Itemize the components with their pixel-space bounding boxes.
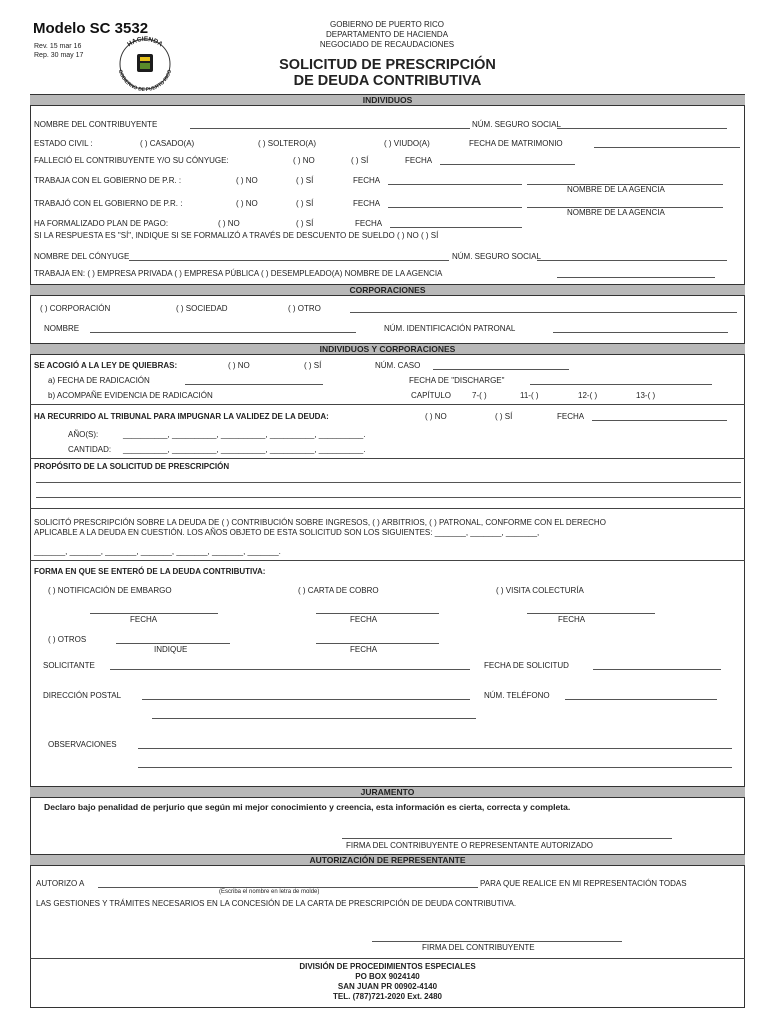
num-caso-label: NÚM. CASO — [375, 361, 421, 370]
nombre-contribuyente-label: NOMBRE DEL CONTRIBUYENTE — [34, 120, 158, 129]
escriba-hint: (Escriba el nombre en letra de molde) — [219, 889, 320, 895]
capitulo-label: CAPÍTULO — [411, 391, 452, 400]
fecha-solicitud-label: FECHA DE SOLICITUD — [484, 661, 569, 670]
telefono-label: NÚM. TELÉFONO — [484, 691, 550, 700]
svg-text:GOBIERNO DE PUERTO RICO: GOBIERNO DE PUERTO RICO — [116, 69, 174, 91]
fallecio-fecha-label: FECHA — [405, 156, 433, 165]
firma-juramento-label: FIRMA DEL CONTRIBUYENTE O REPRESENTANTE AUTORIZADO — [346, 841, 593, 850]
proposito-label: PROPÓSITO DE LA SOLICITUD DE PRESCRIPCIÓN — [34, 462, 230, 471]
divider — [30, 560, 745, 561]
tribunal-si-checkbox[interactable]: ( ) SÍ — [495, 412, 513, 421]
juramento-text: Declaro bajo penalidad de perjurio que según mi mejor conocimiento y creencia, esta información es cierta, correcta y completa. — [44, 802, 571, 812]
nombre-conyuge-field[interactable] — [129, 260, 449, 261]
direccion-field-2[interactable] — [152, 718, 476, 719]
division-name: DIVISIÓN DE PROCEDIMIENTOS ESPECIALES — [299, 962, 476, 971]
trabaja-en-agencia-field[interactable] — [557, 277, 715, 278]
government-name: GOBIERNO DE PUERTO RICO — [330, 20, 444, 29]
ssn-conyuge-field[interactable] — [537, 260, 727, 261]
corporacion-checkbox[interactable]: ( ) CORPORACIÓN — [40, 304, 111, 313]
estado-civil-label: ESTADO CIVIL : — [34, 139, 93, 148]
quiebras-no-checkbox[interactable]: ( ) NO — [228, 361, 250, 370]
otros-checkbox[interactable]: ( ) OTROS — [48, 635, 87, 644]
firma-contribuyente-label: FIRMA DEL CONTRIBUYENTE — [422, 943, 535, 952]
sociedad-checkbox[interactable]: ( ) SOCIEDAD — [176, 304, 228, 313]
notificacion-fecha-label: FECHA — [130, 615, 158, 624]
anos-label: AÑO(S): — [68, 430, 99, 439]
nombre-conyuge-label: NOMBRE DEL CÓNYUGE — [34, 252, 130, 261]
office-name: NEGOCIADO DE RECAUDACIONES — [319, 40, 455, 49]
svg-text:HACIENDA: HACIENDA — [126, 35, 164, 49]
divider — [30, 508, 745, 509]
tribunal-no-checkbox[interactable]: ( ) NO — [425, 412, 447, 421]
gestiones-text: LAS GESTIONES Y TRÁMITES NECESARIOS EN LA CONCESIÓN DE LA CARTA DE PRESCRIPCIÓN DE DEUDA CONTRIBUTIVA. — [36, 899, 517, 908]
visita-colecturia-checkbox[interactable]: ( ) VISITA COLECTURÍA — [496, 586, 584, 595]
trabajo-gobierno-label: TRABAJÓ CON EL GOBIERNO DE P.R. : — [34, 199, 183, 208]
plan-fecha-field[interactable] — [390, 227, 522, 228]
carta-cobro-checkbox[interactable]: ( ) CARTA DE COBRO — [298, 586, 379, 595]
direccion-label: DIRECCIÓN POSTAL — [43, 691, 122, 700]
revision-date: Rev. 15 mar 16 — [34, 43, 82, 50]
telephone: TEL. (787)721-2020 Ext. 2480 — [333, 992, 442, 1001]
quiebras-label: SE ACOGIÓ A LA LEY DE QUIEBRAS: — [34, 361, 178, 370]
fecha-matrimonio-field[interactable] — [594, 147, 740, 148]
carta-fecha-label: FECHA — [350, 615, 378, 624]
autorizo-label: AUTORIZO A — [36, 879, 85, 888]
anos-solicitud-fields[interactable]: _______, _______, _______, _______, _______, _______, _______. — [34, 547, 281, 556]
solicito-text-2: APLICABLE A LA DEUDA EN CUESTIÓN. LOS AÑOS OBJETO DE ESTA SOLICITUD SON LOS SIGUIENTES: _______, _______, _______, — [34, 528, 540, 537]
otro-field[interactable] — [350, 312, 737, 313]
tribunal-fecha-field[interactable] — [592, 420, 727, 421]
section-autorizacion: AUTORIZACIÓN DE REPRESENTANTE — [30, 854, 745, 866]
proposito-line-2[interactable] — [36, 497, 741, 498]
ssn-label: NÚM. SEGURO SOCIAL — [472, 120, 561, 129]
direccion-field-1[interactable] — [142, 699, 470, 700]
divider — [30, 958, 745, 959]
fecha-solicitud-field[interactable] — [593, 669, 721, 670]
plan-si-checkbox[interactable]: ( ) SÍ — [296, 219, 314, 228]
observaciones-line-1[interactable] — [138, 748, 732, 749]
otros-field[interactable] — [116, 643, 230, 644]
carta-fecha-field[interactable] — [316, 613, 439, 614]
notificacion-fecha-field[interactable] — [90, 613, 218, 614]
para-que-label: PARA QUE REALICE EN MI REPRESENTACIÓN TODAS — [480, 879, 687, 888]
trabaja-fecha-field[interactable] — [388, 184, 522, 185]
section-individuos: INDIVIDUOS — [30, 94, 745, 106]
notificacion-embargo-checkbox[interactable]: ( ) NOTIFICACIÓN DE EMBARGO — [48, 586, 172, 595]
cantidad-label: CANTIDAD: — [68, 445, 112, 454]
fecha-radicacion-field[interactable] — [185, 384, 323, 385]
trabaja-agencia-label: NOMBRE DE LA AGENCIA — [567, 185, 665, 194]
trabajo-no-checkbox[interactable]: ( ) NO — [236, 199, 258, 208]
department-name: DEPARTAMENTO DE HACIENDA — [325, 30, 449, 39]
id-patronal-field[interactable] — [553, 332, 728, 333]
descuento-sueldo-question: SI LA RESPUESTA ES "SÍ", INDIQUE SI SE FORMALIZÓ A TRAVÉS DE DESCUENTO DE SUELDO ( ) NO ( ) SÍ — [34, 231, 439, 240]
proposito-line-1[interactable] — [36, 482, 741, 483]
solicitante-label: SOLICITANTE — [43, 661, 95, 670]
otros-fecha-label: FECHA — [350, 645, 378, 654]
cap11-checkbox[interactable]: 11-( ) — [520, 391, 539, 400]
viudo-checkbox[interactable]: ( ) VIUDO(A) — [384, 139, 430, 148]
num-caso-field[interactable] — [433, 369, 569, 370]
solicito-text-1: SOLICITÓ PRESCRIPCIÓN SOBRE LA DEUDA DE ( ) CONTRIBUCIÓN SOBRE INGRESOS, ( ) ARBITRIOS, ( ) PATRONAL, CONFORME CON EL DERECHO — [34, 518, 606, 527]
trabaja-no-checkbox[interactable]: ( ) NO — [236, 176, 258, 185]
trabajo-si-checkbox[interactable]: ( ) SÍ — [296, 199, 314, 208]
divider — [30, 404, 745, 405]
form-id: Modelo SC 3532 — [33, 20, 149, 37]
plan-no-checkbox[interactable]: ( ) NO — [218, 219, 240, 228]
plan-fecha-label: FECHA — [355, 219, 383, 228]
city-zip: SAN JUAN PR 00902-4140 — [337, 982, 438, 991]
form-title-line2: DE DEUDA CONTRIBUTIVA — [293, 73, 482, 89]
anos-fields[interactable]: __________, __________, __________, __________, __________. — [123, 430, 366, 439]
cap13-checkbox[interactable]: 13-( ) — [636, 391, 656, 400]
fecha-discharge-field[interactable] — [530, 384, 712, 385]
corp-nombre-label: NOMBRE — [44, 324, 80, 333]
solicitante-field[interactable] — [110, 669, 470, 670]
fallecio-label: FALLECIÓ EL CONTRIBUYENTE Y/O SU CÓNYUGE: — [34, 156, 229, 165]
trabajo-agencia-label: NOMBRE DE LA AGENCIA — [567, 208, 665, 217]
ssn-field[interactable] — [557, 128, 727, 129]
otro-checkbox[interactable]: ( ) OTRO — [288, 304, 321, 313]
quiebras-si-checkbox[interactable]: ( ) SÍ — [304, 361, 322, 370]
indique-label: INDIQUE — [154, 645, 188, 654]
telefono-field[interactable] — [565, 699, 717, 700]
forma-label: FORMA EN QUE SE ENTERÓ DE LA DEUDA CONTRIBUTIVA: — [34, 567, 266, 576]
po-box: PO BOX 9024140 — [355, 972, 420, 981]
corp-nombre-field[interactable] — [90, 332, 356, 333]
tribunal-label: HA RECURRIDO AL TRIBUNAL PARA IMPUGNAR LA VALIDEZ DE LA DEUDA: — [34, 412, 329, 421]
otros-fecha-field[interactable] — [316, 643, 439, 644]
plan-pago-label: HA FORMALIZADO PLAN DE PAGO: — [34, 219, 169, 228]
hacienda-seal-icon — [108, 33, 182, 91]
evidencia-label: b) ACOMPAÑE EVIDENCIA DE RADICACIÓN — [48, 391, 213, 400]
id-patronal-label: NÚM. IDENTIFICACIÓN PATRONAL — [384, 324, 516, 333]
trabajo-fecha-field[interactable] — [388, 207, 522, 208]
nombre-contribuyente-field[interactable] — [190, 128, 470, 129]
firma-contribuyente-field[interactable] — [372, 941, 622, 942]
trabaja-si-checkbox[interactable]: ( ) SÍ — [296, 176, 314, 185]
form-title-line1: SOLICITUD DE PRESCRIPCIÓN — [279, 57, 496, 73]
casado-checkbox[interactable]: ( ) CASADO(A) — [140, 139, 195, 148]
cap12-checkbox[interactable]: 12-( ) — [578, 391, 598, 400]
fallecio-fecha-field[interactable] — [440, 164, 575, 165]
cap7-checkbox[interactable]: 7-( ) — [472, 391, 487, 400]
trabaja-gobierno-label: TRABAJA CON EL GOBIERNO DE P.R. : — [34, 176, 182, 185]
fallecio-si-checkbox[interactable]: ( ) SÍ — [351, 156, 369, 165]
section-juramento: JURAMENTO — [30, 786, 745, 798]
observaciones-label: OBSERVACIONES — [48, 740, 117, 749]
fecha-radicacion-label: a) FECHA DE RADICACIÓN — [48, 376, 150, 385]
fecha-matrimonio-label: FECHA DE MATRIMONIO — [469, 139, 563, 148]
trabaja-en-label: TRABAJA EN: ( ) EMPRESA PRIVADA ( ) EMPRESA PÚBLICA ( ) DESEMPLEADO(A) NOMBRE DE LA AGENCIA — [34, 269, 443, 278]
divider — [30, 458, 745, 459]
section-corporaciones: CORPORACIONES — [30, 284, 745, 296]
firma-juramento-field[interactable] — [342, 838, 672, 839]
fecha-discharge-label: FECHA DE "DISCHARGE" — [409, 376, 505, 385]
visita-fecha-label: FECHA — [558, 615, 586, 624]
soltero-checkbox[interactable]: ( ) SOLTERO(A) — [258, 139, 317, 148]
cantidad-fields[interactable]: __________, __________, __________, __________, __________. — [123, 445, 366, 454]
fallecio-no-checkbox[interactable]: ( ) NO — [293, 156, 315, 165]
tribunal-fecha-label: FECHA — [557, 412, 585, 421]
trabajo-fecha-label: FECHA — [353, 199, 381, 208]
reprint-date: Rep. 30 may 17 — [34, 52, 84, 59]
section-individuos-corporaciones: INDIVIDUOS Y CORPORACIONES — [30, 343, 745, 355]
trabaja-fecha-label: FECHA — [353, 176, 381, 185]
ssn-conyuge-label: NÚM. SEGURO SOCIAL — [452, 252, 541, 261]
representante-nombre-field[interactable] — [98, 887, 478, 888]
visita-fecha-field[interactable] — [527, 613, 655, 614]
observaciones-line-2[interactable] — [138, 767, 732, 768]
